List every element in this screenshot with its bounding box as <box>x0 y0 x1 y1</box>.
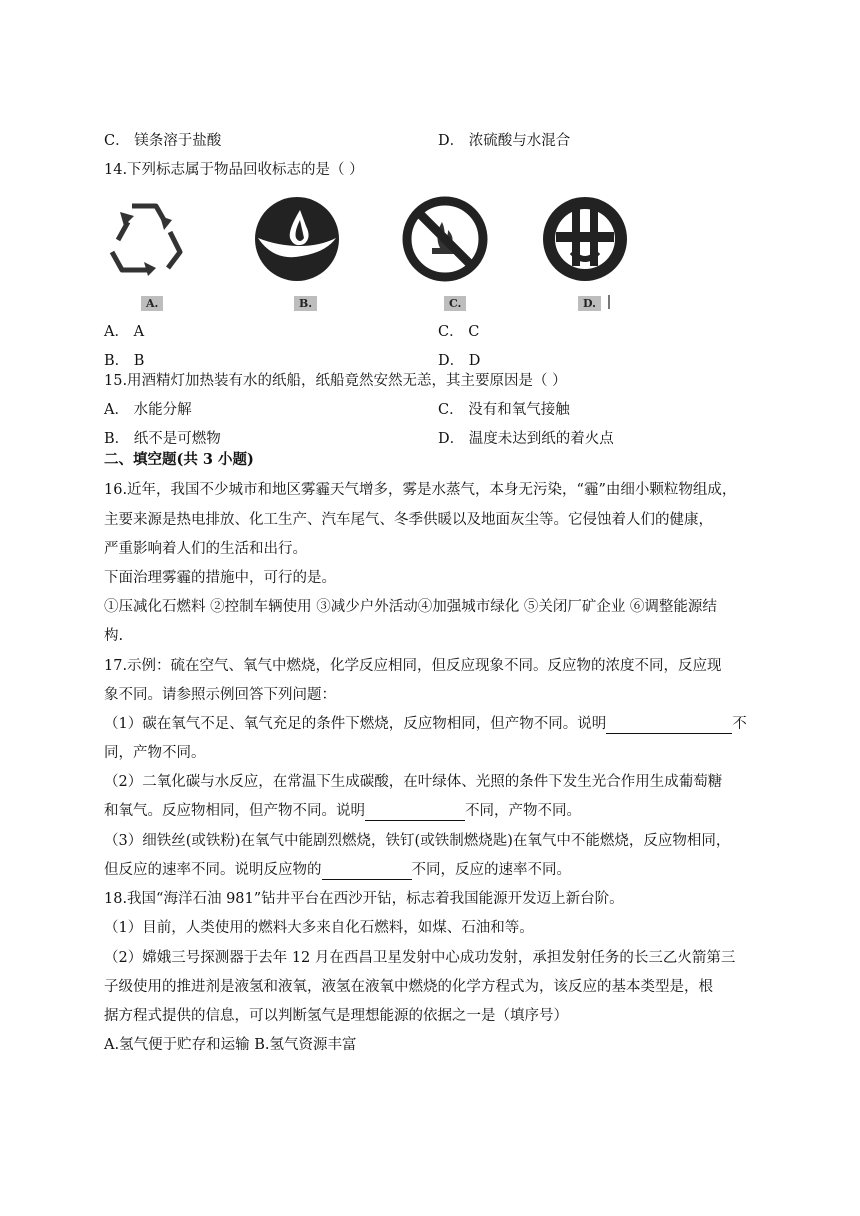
q15-option-b: B． 纸不是可燃物 <box>104 431 221 447</box>
q18-part-2-line-1: （2）嫦娥三号探测器于去年 12 月在西昌卫星发射中心成功发射，承担发射任务的长三乙火箭第三 <box>104 950 736 966</box>
no-fire-icon <box>402 196 488 282</box>
q16-line-5: ①压减化石燃料 ②控制车辆使用 ③减少户外活动④加强城市绿化 ⑤关闭厂矿企业 ⑥调整能源结 <box>104 599 717 615</box>
q14-image-caption-d: D. <box>578 296 601 311</box>
q17-part-2-text: 和氧气。反应物相同，但产物不同。说明 <box>104 803 365 819</box>
q17-part-3-text: 但反应的速率不同。说明反应物的 <box>104 862 322 878</box>
q14-image-caption-b: B. <box>294 296 317 311</box>
q14-stem: 14.下列标志属于物品回收标志的是（ ） <box>104 162 364 178</box>
q16-line-1: 16.近年，我国不少城市和地区雾霾天气增多，雾是水蒸气，本身无污染，“霾”由细小颗粒物组成， <box>104 482 737 498</box>
q17-part-3-tail: 不同，反应的速率不同。 <box>411 862 571 878</box>
q17-part-1-line-2: 同，产物不同。 <box>104 745 206 761</box>
q18-options: A.氢气便于贮存和运输 B.氢气资源丰富 <box>104 1037 357 1053</box>
answer-blank[interactable] <box>606 718 732 734</box>
q14-image-caption-c: C. <box>444 296 466 311</box>
q17-part-1-text: （1）碳在氧气不足、氧气充足的条件下燃烧，反应物相同，但产物不同。说明 <box>104 716 607 732</box>
answer-blank[interactable] <box>365 805 465 821</box>
q17-part-2-line-1: （2）二氧化碳与水反应，在常温下生成碳酸，在叶绿体、光照的条件下发生光合作用生成葡萄糖 <box>104 774 723 790</box>
divider <box>608 295 610 309</box>
q14-option-a: A． A <box>104 324 145 340</box>
water-saving-icon <box>254 196 340 282</box>
q16-line-2: 主要来源是热电排放、化工生产、汽车尾气、冬季供暖以及地面灰尘等。它侵蚀着人们的健康， <box>104 512 713 528</box>
energy-saving-icon <box>542 196 628 282</box>
q18-line-1: 18.我国“海洋石油 981”钻井平台在西沙开钻，标志着我国能源开发迈上新台阶。 <box>104 891 624 907</box>
q16-line-4: 下面治理雾霾的措施中，可行的是。 <box>104 570 336 586</box>
recycle-icon <box>104 196 184 276</box>
q13-option-d: D． 浓硫酸与水混合 <box>438 133 571 149</box>
q14-option-b: B． B <box>104 353 145 369</box>
q14-image-caption-a: A. <box>141 296 163 311</box>
q17-line-2: 象不同。请参照示例回答下列问题： <box>104 687 336 703</box>
q17-line-1: 17.示例：硫在空气、氧气中燃烧，化学反应相同，但反应现象不同。反应物的浓度不同，反应现 <box>104 658 722 674</box>
q17-part-3-line-1: （3）细铁丝(或铁粉)在氧气中能剧烈燃烧，铁钉(或铁制燃烧匙)在氧气中不能燃烧，反应物相同， <box>104 833 731 849</box>
q18-part-2-line-3: 据方程式提供的信息，可以判断氢气是理想能源的依据之一是（填序号） <box>104 1008 568 1024</box>
q15-option-c: C． 没有和氧气接触 <box>438 402 570 418</box>
q18-part-2-line-2: 子级使用的推进剂是液氢和液氧，液氢在液氧中燃烧的化学方程式为，该反应的基本类型是，根 <box>104 979 713 995</box>
q14-option-c: C． C <box>438 324 480 340</box>
q14-option-d: D． D <box>438 353 481 369</box>
q17-part-1-line-1 <box>104 714 747 734</box>
q17-part-2-tail: 不同，产物不同。 <box>465 803 581 819</box>
q18-part-1: （1）目前，人类使用的燃料大多来自化石燃料，如煤、石油和等。 <box>104 920 534 936</box>
q16-line-6: 构. <box>104 628 124 644</box>
q17-part-2-line-2 <box>104 801 581 821</box>
q15-option-d: D． 温度未达到纸的着火点 <box>438 431 614 447</box>
q17-part-1-tail: 不 <box>732 716 747 732</box>
answer-blank[interactable] <box>322 864 412 880</box>
q16-line-3: 严重影响着人们的生活和出行。 <box>104 541 307 557</box>
q15-stem: 15.用酒精灯加热装有水的纸船，纸船竟然安然无恙，其主要原因是（ ） <box>104 373 567 389</box>
section-title: 二、填空题(共 3 小题) <box>104 451 254 468</box>
q15-option-a: A． 水能分解 <box>104 402 192 418</box>
q13-option-c: C． 镁条溶于盐酸 <box>104 133 222 149</box>
q17-part-3-line-2 <box>104 860 571 880</box>
